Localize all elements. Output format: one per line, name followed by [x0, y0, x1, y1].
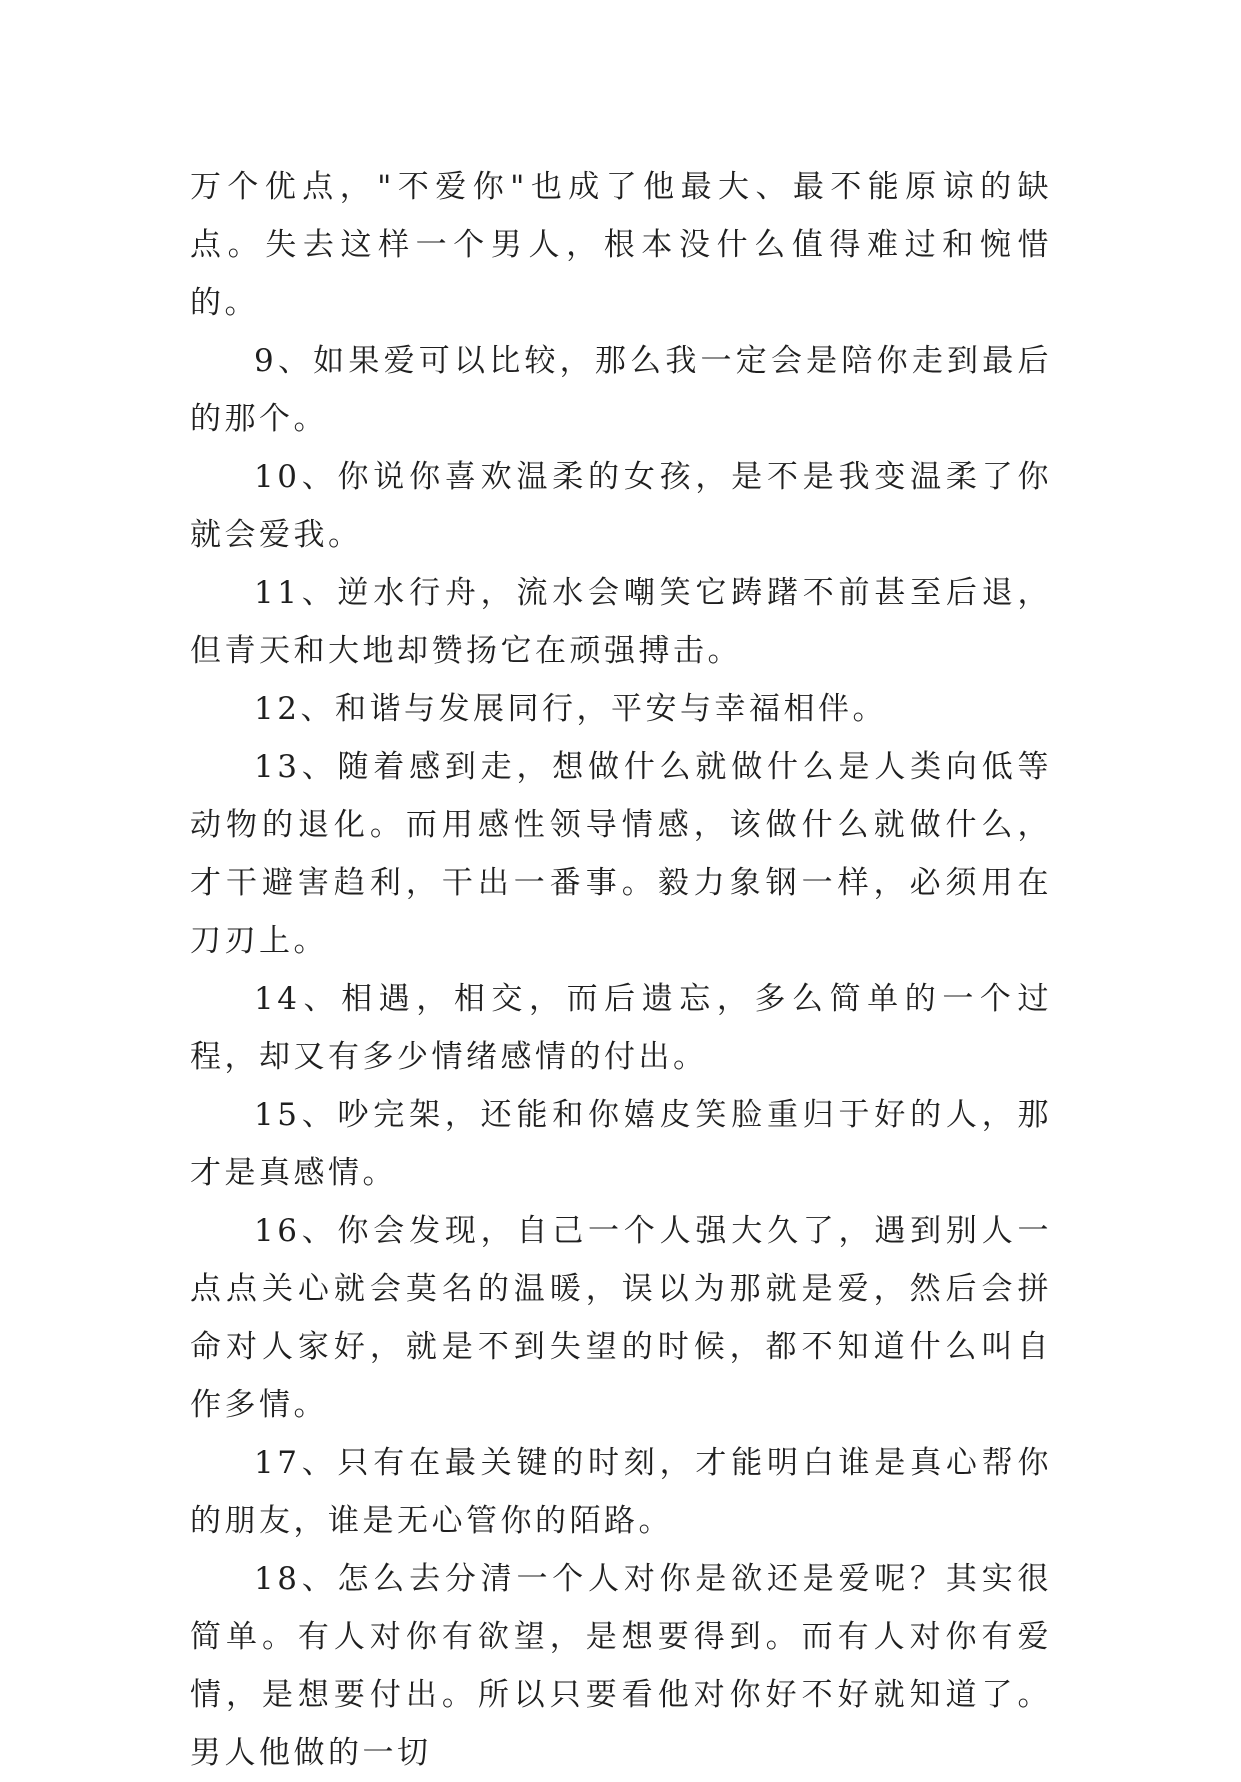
paragraph-item-13: 13、随着感到走，想做什么就做什么是人类向低等动物的退化。而用感性领导情感，该做什么就做什么，才干避害趋利，干出一番事。毅力象钢一样，必须用在刀刃上。 — [190, 749, 1052, 959]
document-body — [190, 158, 1052, 1782]
paragraph-item-18: 18、怎么去分清一个人对你是欲还是爱呢？其实很简单。有人对你有欲望，是想要得到。而有人对你有爱情，是想要付出。所以只要看他对你好不好就知道了。男人他做的一切 — [190, 1561, 1052, 1771]
paragraph-continuation: 万个优点，"不爱你"也成了他最大、最不能原谅的缺点。失去这样一个男人，根本没什么值得难过和惋惜的。 — [190, 169, 1052, 321]
paragraph-item-10: 10、你说你喜欢温柔的女孩，是不是我变温柔了你就会爱我。 — [190, 459, 1052, 553]
paragraph-item-11: 11、逆水行舟，流水会嘲笑它踌躇不前甚至后退，但青天和大地却赞扬它在顽强搏击。 — [190, 575, 1052, 669]
paragraph-item-17: 17、只有在最关键的时刻，才能明白谁是真心帮你的朋友，谁是无心管你的陌路。 — [190, 1445, 1052, 1539]
paragraph-item-14: 14、相遇，相交，而后遗忘，多么简单的一个过程，却又有多少情绪感情的付出。 — [190, 981, 1052, 1075]
paragraph-item-12: 12、和谐与发展同行，平安与幸福相伴。 — [254, 691, 887, 727]
paragraph-item-16: 16、你会发现，自己一个人强大久了，遇到别人一点点关心就会莫名的温暖，误以为那就是爱，然后会拼命对人家好，就是不到失望的时候，都不知道什么叫自作多情。 — [190, 1213, 1052, 1423]
paragraph-item-15: 15、吵完架，还能和你嬉皮笑脸重归于好的人，那才是真感情。 — [190, 1097, 1052, 1191]
paragraph-item-9: 9、如果爱可以比较，那么我一定会是陪你走到最后的那个。 — [190, 343, 1052, 437]
